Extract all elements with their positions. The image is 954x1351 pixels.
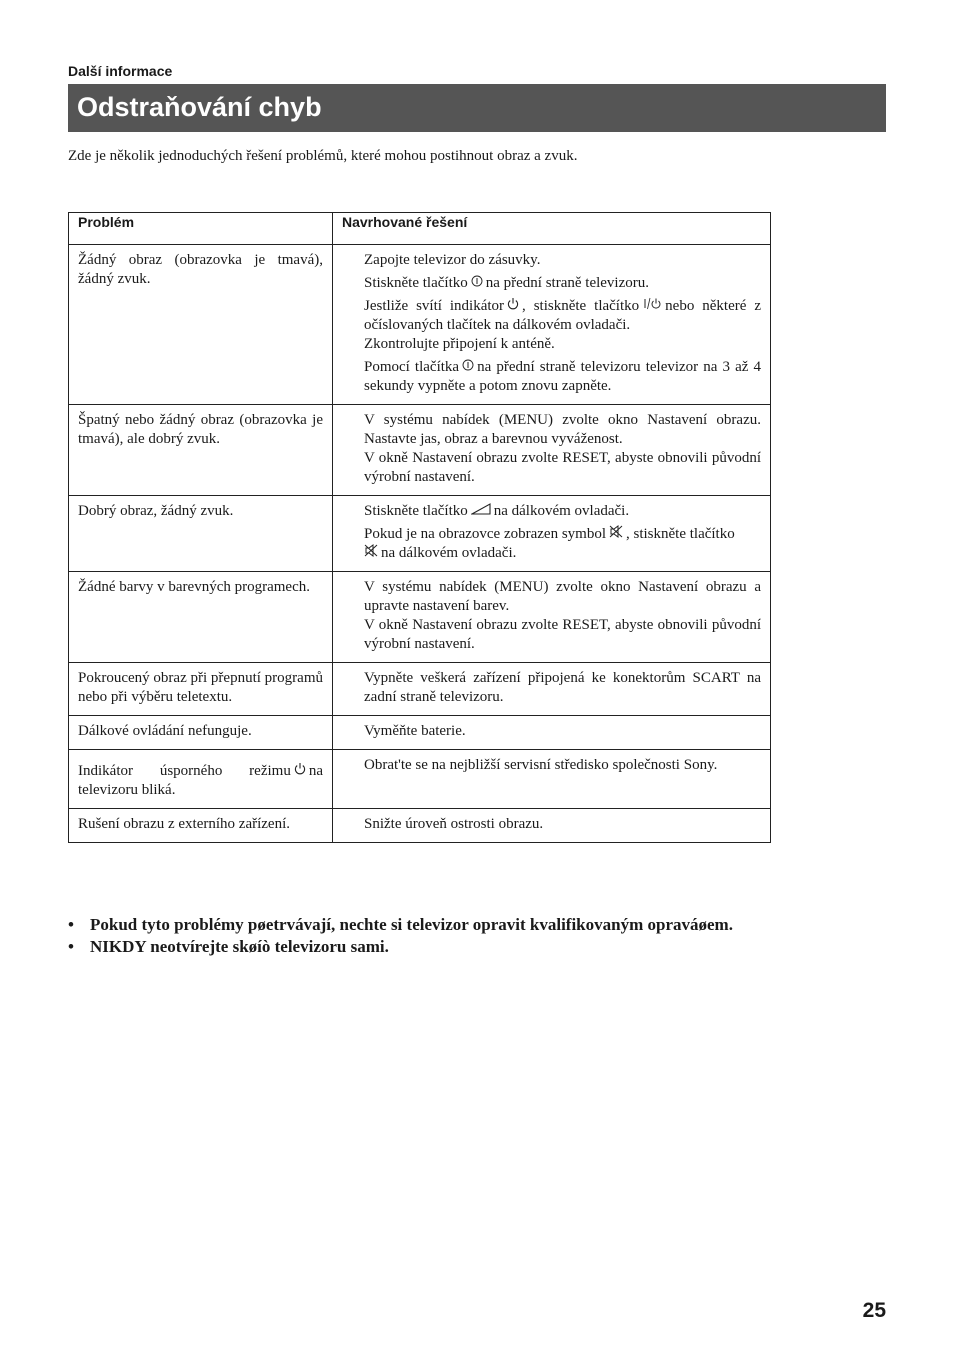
- troubleshooting-table: [68, 212, 771, 843]
- solution-cell: [333, 496, 771, 572]
- problem-cell: Rušení obrazu z externího zařízení.: [69, 809, 333, 843]
- solution-cell: [333, 809, 771, 843]
- page-number: 25: [862, 1299, 886, 1322]
- problem-cell: Žádný obraz (obrazovka je tmavá), žádný zvuk.: [69, 245, 333, 405]
- solution-line: V okně Nastavení obrazu zvolte RESET, abyste obnovili původní výrobní nastavení.: [364, 617, 761, 653]
- standby-icon: [507, 297, 519, 316]
- volume-icon: [471, 502, 491, 521]
- solution-line: Vyměňte baterie.: [364, 723, 466, 740]
- solution-line: V systému nabídek (MENU) zvolte okno Nastavení obrazu. Nastavte jas, obraz a barevnou vyváženost.: [364, 412, 761, 448]
- table-row: [69, 750, 771, 809]
- solution-line: na dálkovém ovladači.: [364, 544, 761, 563]
- power-button-icon: [462, 358, 474, 377]
- solution-cell: [333, 405, 771, 496]
- solution-line: V systému nabídek (MENU) zvolte okno Nastavení obrazu a upravte nastavení barev.: [364, 579, 761, 615]
- problem-cell: Pokroucený obraz při přepnutí programů nebo při výběru teletextu.: [69, 663, 333, 716]
- column-header-problem: Problém: [69, 213, 333, 245]
- solution-line: Pomocí tlačítka na přední straně televizoru televizor na 3 až 4 sekundy vypněte a potom znovu zapněte.: [364, 359, 761, 395]
- problem-cell: Dobrý obraz, žádný zvuk.: [69, 496, 333, 572]
- solution-line: Obrat'te se na nejbližší servisní středisko společnosti Sony.: [364, 757, 718, 774]
- solution-cell: [333, 750, 771, 809]
- solution-line: V okně Nastavení obrazu zvolte RESET, abyste obnovili původní výrobní nastavení.: [364, 450, 761, 486]
- solution-cell: [333, 663, 771, 716]
- solution-cell: [333, 572, 771, 663]
- table-row: [69, 496, 771, 572]
- solution-line: Stiskněte tlačítko na přední straně televizoru.: [364, 274, 761, 293]
- table-row: [69, 809, 771, 843]
- solution-line: Snižte úroveň ostrosti obrazu.: [364, 816, 544, 833]
- table-row: [69, 245, 771, 405]
- table-row: [69, 572, 771, 663]
- important-notes: [68, 914, 733, 958]
- problem-cell: Dálkové ovládání nefunguje.: [69, 716, 333, 750]
- mute-icon: [609, 525, 623, 544]
- table-row: [69, 663, 771, 716]
- table-row: [69, 716, 771, 750]
- on-standby-icon: [642, 297, 662, 316]
- standby-icon: [294, 762, 306, 781]
- power-button-icon: [471, 274, 483, 293]
- column-header-solution: Navrhované řešení: [333, 213, 771, 245]
- solution-line: Vypněte veškerá zařízení připojená ke konektorům SCART na zadní straně televizoru.: [364, 670, 761, 706]
- problem-cell: Indikátor úsporného režimu na televizoru bliká.: [69, 750, 333, 809]
- solution-line: Stiskněte tlačítko na dálkovém ovladači.: [364, 502, 761, 521]
- solution-line: Zkontrolujte připojení k anténě.: [364, 336, 555, 353]
- table-row: [69, 405, 771, 496]
- problem-cell: Špatný nebo žádný obraz (obrazovka je tmavá), ale dobrý zvuk.: [69, 405, 333, 496]
- solution-cell: [333, 716, 771, 750]
- list-item: • Pokud tyto problémy pøetrvávají, nechte si televizor opravit kvalifikovaným opraváøem.: [68, 914, 733, 936]
- problem-cell: Žádné barvy v barevných programech.: [69, 572, 333, 663]
- intro-text: Zde je několik jednoduchých řešení problémů, které mohou postihnout obraz a zvuk.: [68, 148, 578, 164]
- table-header-row: [69, 213, 771, 245]
- list-item: • NIKDY neotvírejte skøíò televizoru sami.: [68, 936, 733, 958]
- solution-line: Pokud je na obrazovce zobrazen symbol , stiskněte tlačítko: [364, 525, 761, 544]
- title-bar: [68, 84, 886, 132]
- page-title: Odstraňování chyb: [77, 92, 322, 122]
- mute-icon: [364, 544, 378, 563]
- solution-cell: [333, 245, 771, 405]
- section-label: Další informace: [68, 63, 173, 79]
- solution-line: Jestliže svítí indikátor , stiskněte tlačítko nebo některé z očíslovaných tlačítek na dálkovém ovladači.: [364, 298, 761, 334]
- solution-line: Zapojte televizor do zásuvky.: [364, 252, 541, 268]
